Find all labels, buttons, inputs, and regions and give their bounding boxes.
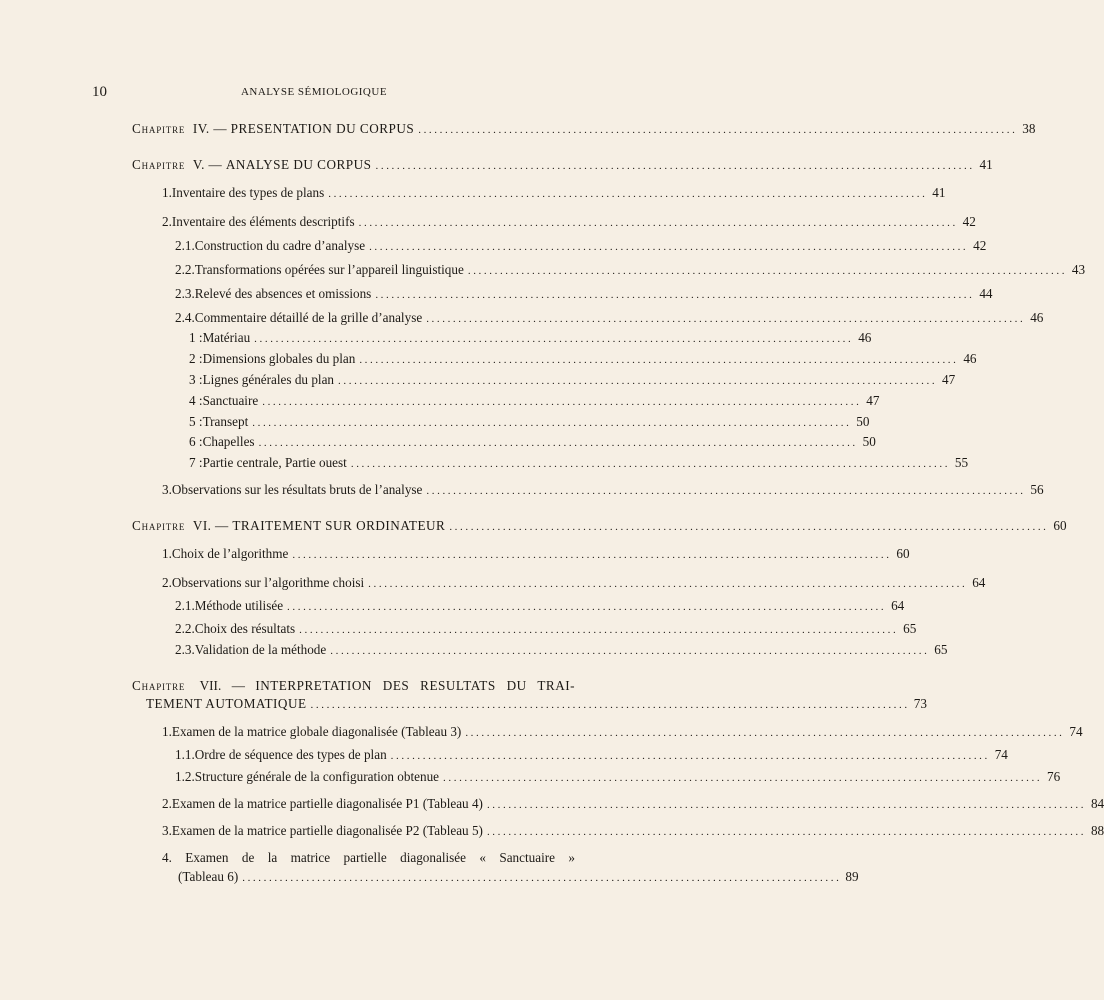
page-ref: 46 (858, 330, 872, 345)
toc-entry[interactable] (162, 213, 976, 232)
chapter-dash: — (231, 678, 245, 693)
entry-number: 2.3. (175, 286, 195, 301)
entry-title: Choix des résultats (194, 621, 296, 636)
page-ref: 74 (1069, 724, 1083, 739)
toc-entry[interactable] (175, 746, 1008, 765)
page-ref: 55 (954, 455, 969, 470)
entry-title: Examen de la matrice partielle diagonalisée P1 (Tableau 4) (171, 796, 483, 811)
entry-number: 2. (162, 796, 172, 811)
toc-entry[interactable] (175, 285, 993, 304)
toc-chapter-6[interactable] (132, 517, 1067, 536)
page-ref: 46 (1030, 310, 1044, 325)
dot-leader: ................................................................................................................ (426, 485, 1026, 497)
chapter-number: IV. (192, 121, 210, 136)
entry-number: 2 : (189, 351, 203, 366)
entry-number: 1 : (189, 330, 203, 345)
toc-entry[interactable] (189, 392, 880, 411)
entry-title: Examen de la matrice partielle diagonalisée P2 (Tableau 5) (171, 823, 483, 838)
toc-entry[interactable] (189, 371, 956, 390)
toc-entry[interactable] (162, 822, 1104, 841)
entry-number: 2.1. (175, 598, 195, 613)
page-ref: 76 (1047, 769, 1061, 784)
page-ref: 47 (942, 372, 956, 387)
entry-number: 1. (162, 546, 172, 561)
toc-entry[interactable] (175, 597, 905, 616)
chapter-title-line1: INTERPRETATION DES RESULTATS DU TRAI- (255, 678, 575, 693)
page-ref: 41 (932, 185, 946, 200)
page-ref: 46 (963, 351, 977, 366)
dot-leader: ................................................................................................................ (310, 699, 910, 711)
chapter-title-line2: TEMENT AUTOMATIQUE (146, 696, 307, 711)
entry-number: 1. (162, 185, 172, 200)
page-ref: 42 (973, 238, 987, 253)
entry-title: Transformations opérées sur l’appareil linguistique (194, 262, 464, 277)
page-ref: 50 (856, 414, 870, 429)
toc-entry[interactable] (189, 454, 969, 473)
dot-leader: ................................................................................................................ (252, 417, 852, 429)
dot-leader: ................................................................................................................ (262, 396, 862, 408)
entry-title: Construction du cadre d’analyse (194, 238, 366, 253)
entry-title: Commentaire détaillé de la grille d’analyse (194, 310, 423, 325)
page-ref: 64 (972, 575, 986, 590)
entry-number: 7 : (189, 455, 203, 470)
chapter-label: Chapitre (132, 121, 186, 136)
toc-entry[interactable] (162, 481, 1044, 500)
entry-number: 2. (162, 214, 172, 229)
chapter-dash: — (213, 121, 227, 136)
entry-number: 4. (162, 850, 172, 865)
toc-entry[interactable] (189, 350, 977, 369)
chapter-title: TRAITEMENT SUR ORDINATEUR (232, 518, 446, 533)
entry-number: 2.1. (175, 238, 195, 253)
dot-leader: ................................................................................................................ (350, 458, 951, 470)
page-ref: 38 (1022, 121, 1036, 136)
entry-title: Sanctuaire (202, 393, 259, 408)
entry-number: 1.2. (175, 769, 195, 784)
toc-entry[interactable] (162, 574, 986, 593)
toc-entry[interactable] (175, 261, 1086, 280)
page-ref: 60 (1053, 518, 1067, 533)
dot-leader: ................................................................................................................ (254, 333, 854, 345)
entry-number: 2.3. (175, 642, 195, 657)
chapter-dash: — (215, 518, 229, 533)
toc-entry[interactable] (162, 545, 910, 564)
entry-number: 3. (162, 482, 172, 497)
entry-title: Inventaire des éléments descriptifs (171, 214, 355, 229)
entry-number: 2.4. (175, 310, 195, 325)
dot-leader: ................................................................................................................ (390, 750, 990, 762)
toc-chapter-4[interactable] (132, 120, 1036, 139)
dot-leader: ................................................................................................................ (328, 188, 928, 200)
entry-title-line2: (Tableau 6) (178, 869, 239, 884)
entry-title: Matériau (202, 330, 251, 345)
chapter-number: V. (192, 157, 205, 172)
dot-leader: ................................................................................................................ (299, 624, 899, 636)
entry-number: 2. (162, 575, 172, 590)
dot-leader: ................................................................................................................ (338, 375, 938, 387)
entry-title: Chapelles (202, 434, 255, 449)
entry-title: Inventaire des types de plans (171, 185, 325, 200)
toc-chapter-7[interactable] (132, 677, 575, 695)
toc-entry[interactable] (175, 620, 917, 639)
entry-title: Lignes générales du plan (202, 372, 335, 387)
dot-leader: ................................................................................................................ (358, 217, 958, 229)
page-ref: 74 (994, 747, 1008, 762)
chapter-title: PRESENTATION DU CORPUS (230, 121, 415, 136)
dot-leader: ................................................................................................................ (258, 437, 858, 449)
entry-title: Relevé des absences et omissions (194, 286, 372, 301)
dot-leader: ................................................................................................................ (486, 799, 1087, 811)
dot-leader: ................................................................................................................ (465, 727, 1065, 739)
entry-title: Méthode utilisée (194, 598, 284, 613)
entry-title: Partie centrale, Partie ouest (202, 455, 347, 470)
toc-entry[interactable] (189, 413, 870, 432)
page-ref: 43 (1071, 262, 1086, 277)
entry-number: 3 : (189, 372, 203, 387)
chapter-label: Chapitre (132, 518, 186, 533)
chapter-heading (132, 120, 414, 138)
page-ref: 60 (896, 546, 910, 561)
toc-entry[interactable] (162, 849, 575, 867)
dot-leader: ................................................................................................................ (330, 645, 930, 657)
entry-title: Ordre de séquence des types de plan (194, 747, 387, 762)
entry-number: 1. (162, 724, 172, 739)
dot-leader: ................................................................................................................ (375, 160, 975, 172)
page-number: 10 (92, 84, 107, 100)
toc-entry[interactable] (162, 723, 1083, 742)
entry-number: 2.2. (175, 621, 195, 636)
toc-entry[interactable] (162, 795, 1104, 814)
dot-leader: ................................................................................................................ (292, 549, 892, 561)
toc-entry[interactable] (162, 184, 946, 203)
entry-title: Observations sur l’algorithme choisi (171, 575, 365, 590)
entry-title: Dimensions globales du plan (202, 351, 356, 366)
page-ref: 56 (1030, 482, 1044, 497)
chapter-heading (132, 156, 372, 174)
entry-number: 5 : (189, 414, 203, 429)
page-ref: 84 (1090, 796, 1104, 811)
entry-number: 6 : (189, 434, 203, 449)
toc-entry[interactable] (175, 237, 987, 256)
running-title: ANALYSE SÉMIOLOGIQUE (240, 86, 388, 98)
entry-number: 2.2. (175, 262, 195, 277)
chapter-number: VII. (199, 678, 222, 693)
page-ref: 50 (862, 434, 876, 449)
toc-entry-continued[interactable] (178, 868, 859, 887)
toc-entry[interactable] (189, 329, 872, 348)
page-ref: 88 (1090, 823, 1104, 838)
entry-title: Structure générale de la configuration obtenue (194, 769, 440, 784)
chapter-heading (132, 517, 445, 535)
dot-leader: ................................................................................................................ (443, 772, 1043, 784)
dot-leader: ................................................................................................................ (368, 578, 968, 590)
page-ref: 64 (891, 598, 905, 613)
entry-title: Validation de la méthode (194, 642, 327, 657)
dot-leader: ................................................................................................................ (418, 124, 1018, 136)
page-ref: 47 (866, 393, 880, 408)
dot-leader: ................................................................................................................ (287, 601, 887, 613)
dot-leader: ................................................................................................................ (359, 354, 959, 366)
toc-entry[interactable] (189, 433, 876, 452)
toc-chapter-7-continued[interactable] (146, 695, 927, 714)
chapter-number: VI. (192, 518, 212, 533)
toc-chapter-5[interactable] (132, 156, 993, 175)
page-ref: 42 (962, 214, 976, 229)
entry-title: Observations sur les résultats bruts de l’analyse (171, 482, 423, 497)
dot-leader: ................................................................................................................ (242, 872, 842, 884)
page-ref: 73 (913, 696, 927, 711)
entry-number: 1.1. (175, 747, 195, 762)
dot-leader: ................................................................................................................ (375, 289, 975, 301)
toc-entry[interactable] (175, 768, 1061, 787)
chapter-label: Chapitre (132, 678, 186, 693)
page-ref: 89 (845, 869, 859, 884)
page-ref: 41 (979, 157, 993, 172)
entry-number: 4 : (189, 393, 203, 408)
dot-leader: ................................................................................................................ (426, 313, 1026, 325)
page-ref: 44 (979, 286, 993, 301)
toc-entry[interactable] (175, 309, 1044, 328)
dot-leader: ................................................................................................................ (486, 826, 1087, 838)
dot-leader: ................................................................................................................ (449, 521, 1049, 533)
entry-title-line1: Examen de la matrice partielle diagonalisée « Sanctuaire » (185, 850, 575, 865)
page-ref: 65 (934, 642, 948, 657)
entry-title: Choix de l’algorithme (171, 546, 289, 561)
entry-title: Examen de la matrice globale diagonalisée (Tableau 3) (171, 724, 462, 739)
entry-number: 3. (162, 823, 172, 838)
toc-entry[interactable] (175, 641, 948, 660)
chapter-dash: — (208, 157, 223, 172)
chapter-title: ANALYSE DU CORPUS (225, 157, 372, 172)
page-ref: 65 (903, 621, 917, 636)
dot-leader: ................................................................................................................ (369, 241, 969, 253)
dot-leader: ................................................................................................................ (467, 265, 1068, 277)
chapter-label: Chapitre (132, 157, 186, 172)
entry-title: Transept (202, 414, 249, 429)
